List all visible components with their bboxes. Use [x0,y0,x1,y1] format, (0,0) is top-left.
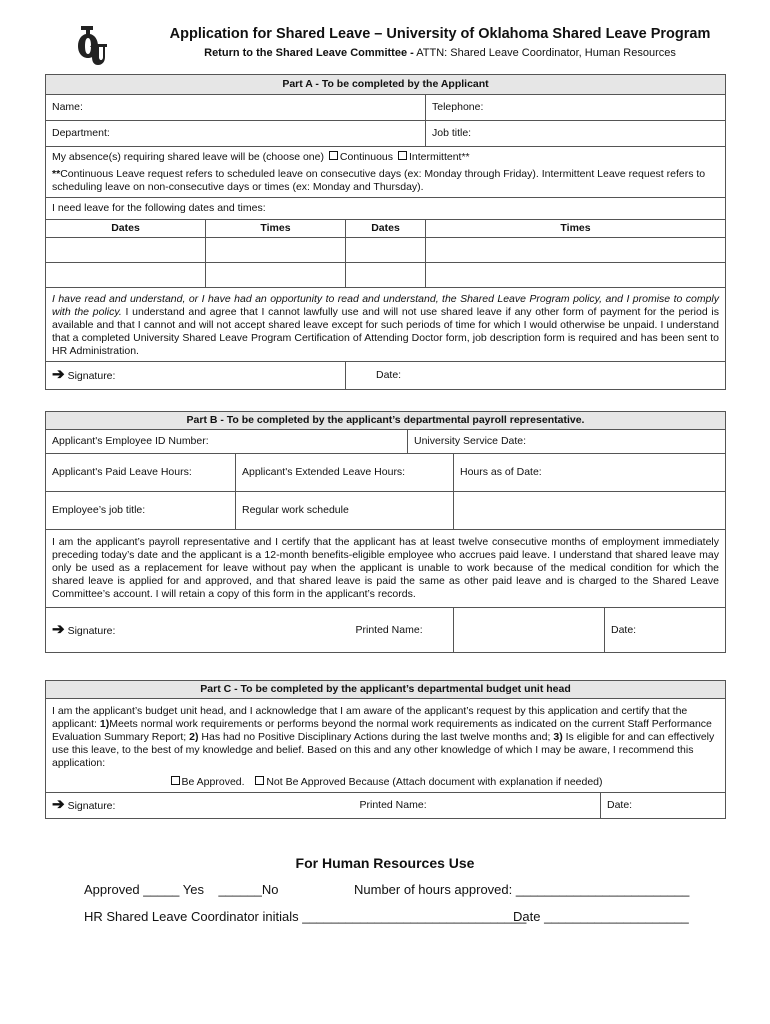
applicant-signature-field[interactable] [46,362,346,390]
hr-approved-line[interactable]: Approved _____ Yes ______No [84,882,279,897]
hr-use-title: For Human Resources Use [295,855,475,871]
work-schedule-label: Regular work schedule [242,504,349,516]
absence-type-cell [46,147,726,198]
arrow-icon: ➔ [52,796,65,813]
part-b-table [45,411,726,653]
col-times-2: Times [426,220,726,238]
name-field[interactable] [46,95,426,121]
paid-leave-label: Applicant's Paid Leave Hours: [52,466,192,478]
num-2: 2) [189,731,199,743]
hours-as-of-label: Hours as of Date: [460,466,542,478]
part-a-table [45,74,726,390]
text-2: Meets normal work requirements or performs beyond the normal work requirements as indicated on the current Staff Performance Evaluation Summary Report; [52,718,712,743]
not-approved-label: Not Be Approved Because (Attach document with explanation if needed) [266,776,603,788]
text-4: Is eligible for and can effectively use this leave, to the best of my knowledge and belief. Based on this and any other knowledge of which I may be aware, I recommend this application: [52,731,715,769]
date-cell[interactable] [46,263,206,288]
date-label: Date: [611,624,637,636]
text-3: Has had no Positive Disciplinary Actions during the last twelve months and; [198,731,554,743]
intermittent-checkbox[interactable] [398,151,407,160]
ou-logo [72,24,108,68]
leave-type-note [52,168,719,194]
date-cell[interactable] [346,238,426,263]
num-3: 3) [553,731,563,743]
service-date-label: University Service Date: [414,435,527,447]
continuous-checkbox[interactable] [329,151,338,160]
num-1: 1) [99,718,110,730]
continuous-label: Continuous [339,151,394,163]
printed-name-label: Printed Name: [355,623,423,636]
applicant-date-field[interactable] [346,362,726,390]
col-dates-2: Dates [346,220,426,238]
subtitle-bold: Return to the Shared Leave Committee - [204,47,414,59]
payroll-printed-name-field[interactable] [236,608,454,653]
job-title-field[interactable] [426,121,726,147]
absence-prefix: My absence(s) requiring shared leave will be (choose one) [52,151,324,163]
time-cell[interactable] [426,238,726,263]
budget-signature-field[interactable] [46,793,346,819]
col-times-1: Times [206,220,346,238]
budget-printed-name-field[interactable] [346,793,601,819]
arrow-icon: ➔ [52,620,65,638]
part-a-heading: Part A - To be completed by the Applicant [46,75,726,95]
department-field[interactable] [46,121,426,147]
text-1: I am the applicant’s budget unit head, and I acknowledge that I am aware of the applicant’s request by this application and certify that the applicant: [52,705,688,730]
empty-cell [454,492,726,530]
date-label: Date: [607,799,633,811]
signature-label: Signature: [67,800,116,812]
part-c-heading: Part C - To be completed by the applicant’s departmental budget unit head [46,681,726,699]
hr-hours-line[interactable]: Number of hours approved: ________________________ [354,882,690,897]
extended-leave-field[interactable] [236,454,454,492]
telephone-label: Telephone: [432,101,484,113]
employee-id-label: Applicant's Employee ID Number: [52,435,209,447]
dates-intro: I need leave for the following dates and times: [46,198,726,220]
time-cell[interactable] [426,263,726,288]
hours-as-of-field[interactable] [454,454,726,492]
form-subtitle [110,47,770,59]
date-label: Date: [376,369,402,381]
telephone-field[interactable] [426,95,726,121]
employee-job-title-label: Employee’s job title: [52,504,146,516]
note-stars: ** [52,168,61,180]
paid-leave-field[interactable] [46,454,236,492]
budget-date-field[interactable] [601,793,726,819]
date-cell[interactable] [46,238,206,263]
name-label: Name: [52,101,83,113]
subtitle-rest: ATTN: Shared Leave Coordinator, Human Resources [413,47,676,59]
note-text: Continuous Leave request refers to scheduled leave on consecutive days (ex: Monday through Friday). Intermittent Leave request refers to scheduling leave on non-consecutive days or times (ex: Monday and Thursday). [52,168,706,193]
absence-choice-line [52,151,719,164]
printed-name-label: Printed Name: [359,799,427,811]
form-title: Application for Shared Leave – University of Oklahoma Shared Leave Program [169,26,711,42]
part-b-heading: Part B - To be completed by the applicant’s departmental payroll representative. [46,412,726,430]
statement-italic: I have read and understand, or I have had an opportunity to read and understand, the Shared Leave Program policy, and I promise to comply with the policy. [52,293,720,318]
time-cell[interactable] [206,238,346,263]
part-c-table [45,680,726,819]
approved-label: Be Approved. [181,776,245,788]
intermittent-label: Intermittent** [408,151,470,163]
recommendation-text [52,705,719,770]
employee-job-title-field[interactable] [46,492,236,530]
arrow-icon: ➔ [52,366,65,383]
time-cell[interactable] [206,263,346,288]
signature-label: Signature: [67,370,116,382]
date-cell[interactable] [346,263,426,288]
budget-head-statement [46,699,726,793]
signature-label: Signature: [67,624,116,637]
not-approved-checkbox[interactable] [255,776,264,785]
approved-checkbox[interactable] [171,776,180,785]
payroll-certification: I am the applicant’s payroll representative and I certify that the applicant has at least twelve consecutive months of employment immediately preceding today’s date and the applicant is a 12-month benefits-eligible employee who accrues paid leave. I understand that shared leave may only be used as a replacement for leave without pay when the applicant is unable to work because of the medical condition for which the shared leave is applied for and approved, and that shared leave is paid the same as other paid leave and is charged to the Shared Leave Committee’s account. I will retain a copy of this form in the applicant’s records. [46,530,726,608]
extended-leave-label: Applicant's Extended Leave Hours: [242,466,406,478]
applicant-statement [46,288,726,362]
employee-id-field[interactable] [46,430,408,454]
payroll-signature-field[interactable] [46,608,236,653]
statement-rest: I understand and agree that I cannot lawfully use and will not use shared leave if any other form of payment for the period is available and that I cannot and will not accept shared leave except for such periods of time for which I would otherwise be unpaid. I understand that a completed University Shared Leave Program Certification of Attending Doctor form, job description form is required and has been sent to HR Administration. [52,306,720,357]
payroll-date-field[interactable] [454,608,726,653]
work-schedule-field[interactable] [236,492,454,530]
col-dates-1: Dates [46,220,206,238]
job-title-label: Job title: [432,127,472,139]
service-date-field[interactable] [408,430,726,454]
approval-options [52,776,719,789]
hr-initials-line[interactable]: HR Shared Leave Coordinator initials _______________________________ [84,909,527,924]
department-label: Department: [52,127,110,139]
hr-date-line[interactable]: Date ____________________ [513,909,689,924]
